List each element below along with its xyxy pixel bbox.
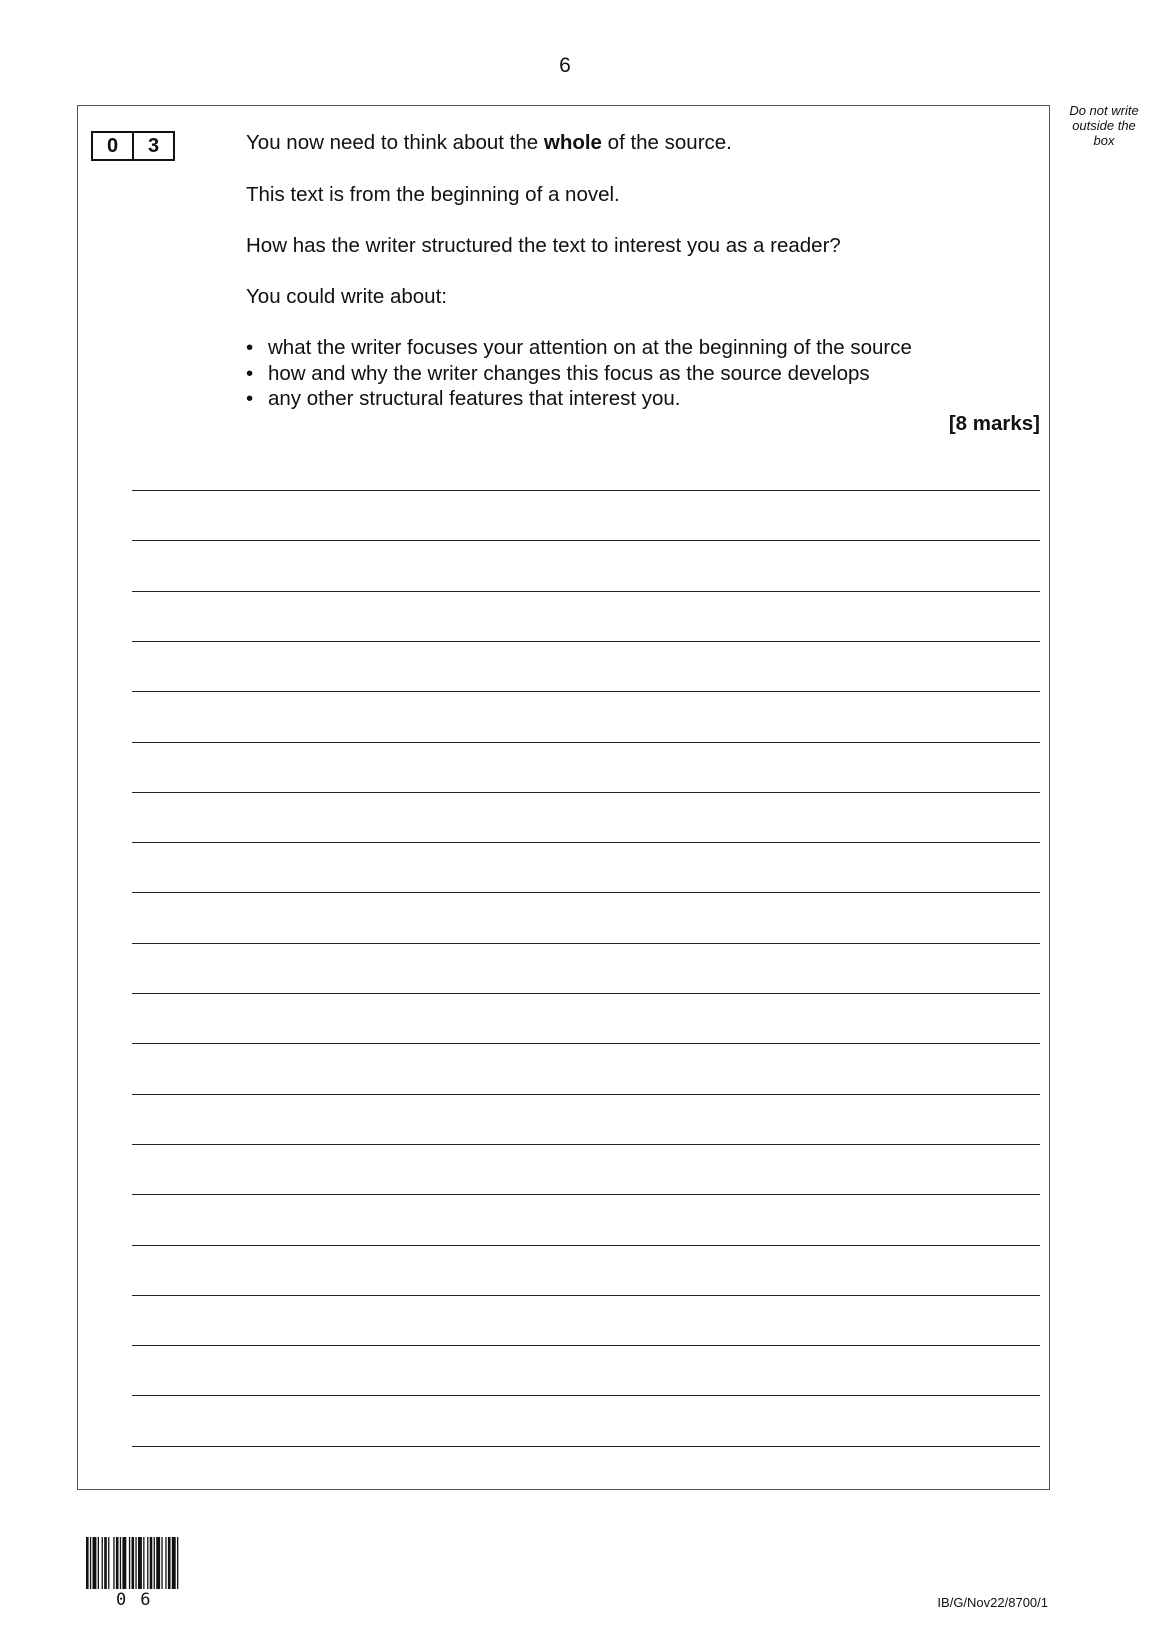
barcode-bar — [172, 1537, 176, 1589]
question-intro-after: of the source. — [601, 131, 732, 154]
answer-line[interactable] — [132, 691, 1040, 692]
answer-lines — [132, 0, 1040, 1638]
barcode-bar — [98, 1537, 99, 1589]
answer-line[interactable] — [132, 1345, 1040, 1346]
page-number: 6 — [559, 54, 571, 77]
barcode-bar — [90, 1537, 91, 1589]
barcode-bar — [161, 1537, 162, 1589]
barcode-bar — [154, 1537, 155, 1589]
barcode-bar — [177, 1537, 178, 1589]
barcode-bar — [120, 1537, 121, 1589]
barcode-bar — [102, 1537, 103, 1589]
answer-line[interactable] — [132, 892, 1040, 893]
margin-note: Do not write outside the box — [1069, 103, 1139, 148]
question-prompt: How has the writer structured the text to interest you as a reader? — [246, 234, 841, 257]
answer-line[interactable] — [132, 490, 1040, 491]
bullet-item: • any other structural features that interest you. — [246, 386, 912, 412]
marks-label: [8 marks] — [948, 412, 1040, 435]
barcode-bar — [156, 1537, 160, 1589]
barcode-bar — [132, 1537, 135, 1589]
barcode-bar — [143, 1537, 144, 1589]
bullet-item: • what the writer focuses your attention on at the beginning of the source — [246, 335, 912, 361]
barcode-bar — [168, 1537, 171, 1589]
question-lead-in: You could write about: — [246, 285, 447, 308]
barcode-bar — [122, 1537, 126, 1589]
barcode-digits: 06 — [116, 1590, 165, 1610]
barcode-bar — [150, 1537, 153, 1589]
barcode-bar — [147, 1537, 148, 1589]
answer-line[interactable] — [132, 842, 1040, 843]
answer-line[interactable] — [132, 1245, 1040, 1246]
answer-line[interactable] — [132, 1295, 1040, 1296]
bullet-item: • how and why the writer changes this focus as the source develops — [246, 361, 912, 387]
answer-line[interactable] — [132, 1144, 1040, 1145]
answer-line[interactable] — [132, 641, 1040, 642]
question-number-digit-1: 0 — [106, 135, 119, 157]
barcode-bar — [135, 1537, 136, 1589]
answer-line[interactable] — [132, 993, 1040, 994]
answer-line[interactable] — [132, 540, 1040, 541]
answer-line[interactable] — [132, 1395, 1040, 1396]
barcode — [86, 1537, 194, 1589]
question-context: This text is from the beginning of a novel. — [246, 183, 620, 206]
question-number-digit-2: 3 — [132, 133, 173, 159]
barcode-bar — [108, 1537, 109, 1589]
answer-line[interactable] — [132, 1094, 1040, 1095]
barcode-bar — [113, 1537, 114, 1589]
barcode-bar — [165, 1537, 166, 1589]
answer-line[interactable] — [132, 742, 1040, 743]
barcode-bar — [86, 1537, 89, 1589]
answer-line[interactable] — [132, 1043, 1040, 1044]
barcode-bar — [104, 1537, 107, 1589]
answer-line[interactable] — [132, 591, 1040, 592]
question-intro-bold: whole — [543, 131, 602, 154]
barcode-bar — [129, 1537, 130, 1589]
barcode-bar — [116, 1537, 119, 1589]
paper-reference: IB/G/Nov22/8700/1 — [937, 1595, 1048, 1610]
question-intro-before: You now need to think about the — [246, 131, 544, 154]
barcode-bar — [93, 1537, 97, 1589]
answer-line[interactable] — [132, 792, 1040, 793]
answer-line[interactable] — [132, 943, 1040, 944]
answer-line[interactable] — [132, 1194, 1040, 1195]
barcode-bar — [138, 1537, 142, 1589]
answer-line[interactable] — [132, 1446, 1040, 1447]
